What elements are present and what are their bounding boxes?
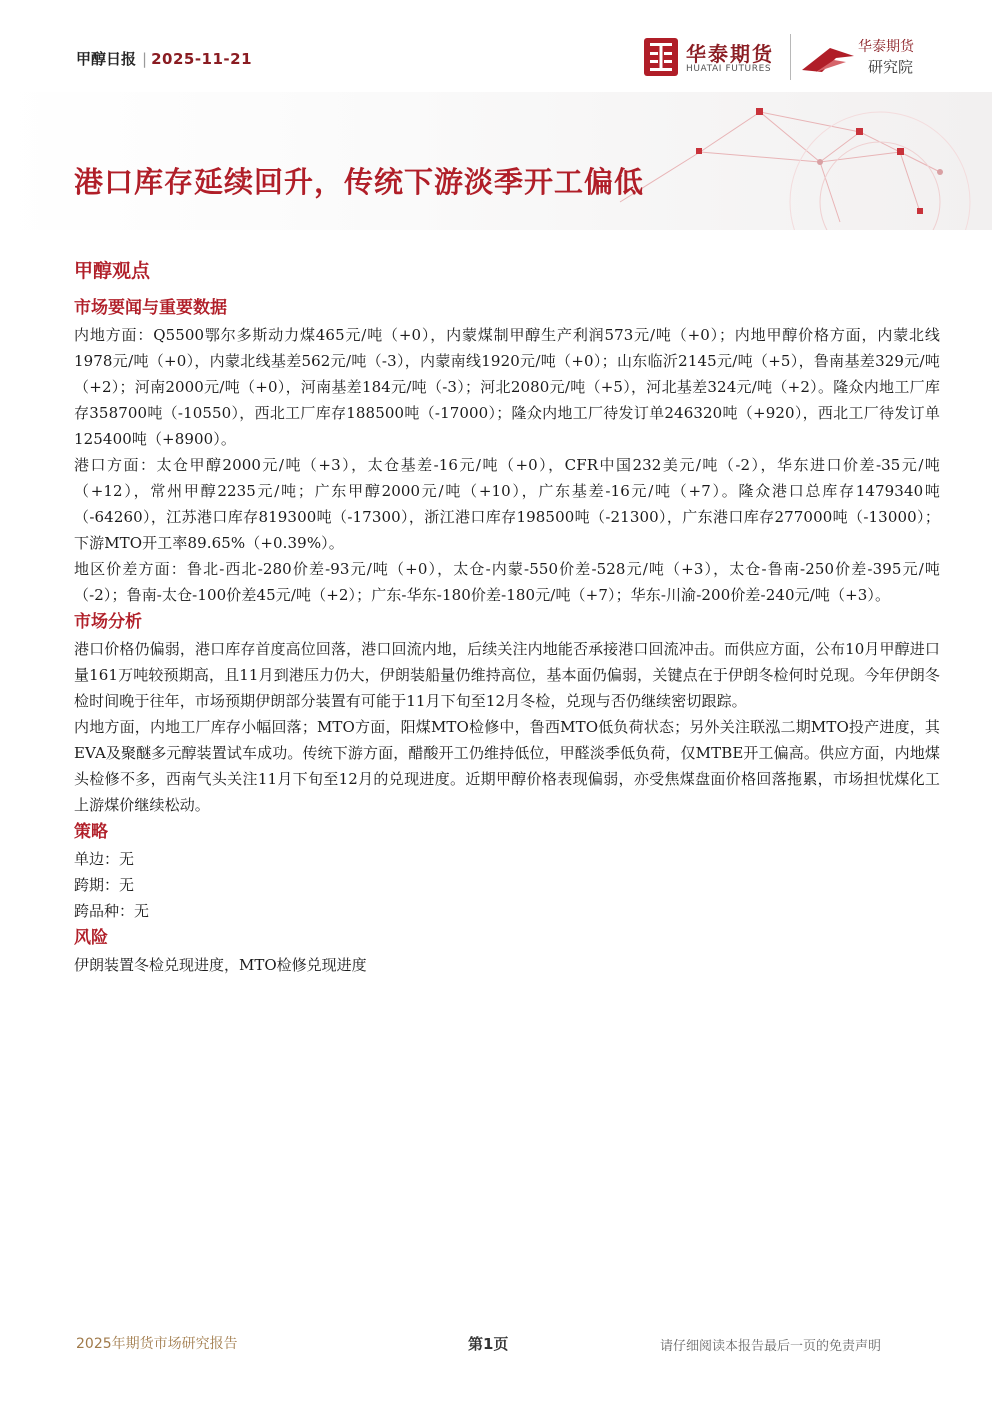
report-title: 港口库存延续回升，传统下游淡季开工偏低 [74,165,645,199]
spread-paragraph: 地区价差方面：鲁北-西北-280价差-93元/吨（+0），太仓-内蒙-550价差-528元/吨（+3），太仓-鲁南-250价差-395元/吨（-2）；鲁南-太仓-100价差45元/吨（+2）；广东-华东-180价差-180元/吨（+7）；华东-川渝-200价差-240元/吨（+3）。 [74,560,940,604]
institute-logo-icon [800,42,856,74]
logo-company-en: HUATAI FUTURES [686,64,772,74]
report-name: 甲醇日报 [76,50,137,68]
logo-divider [790,34,791,80]
company-logo [640,34,930,84]
analysis-paragraph-2: 内地方面，内地工厂库存小幅回落；MTO方面，阳煤MTO检修中，鲁西MTO低负荷状态；另外关注联泓二期MTO投产进度，其EVA及聚醚多元醇装置试车成功。传统下游方面，醋酸开工仍维持低位，甲醛淡季低负荷，仅MTBE开工偏高。供应方面，内地煤头检修不多，西南气头关注11月下旬至12月的兑现进度。近期甲醇价格表现偏弱，亦受焦煤盘面价格回落拖累，市场担忧煤化工上游煤价继续松动。 [74,718,940,814]
strategy-heading: 策略 [74,822,108,842]
footer-disclaimer: 请仔细阅读本报告最后一页的免责声明 [660,1339,882,1354]
view-heading: 甲醇观点 [74,260,151,282]
report-date: 2025-11-21 [151,50,253,68]
page-number: 第1页 [468,1335,509,1353]
strategy-cross: 跨品种：无 [74,902,150,920]
logo-company-cn: 华泰期货 [686,42,774,66]
report-header [76,48,252,69]
analysis-heading: 市场分析 [74,612,142,632]
analysis-paragraph-1: 港口价格仍偏弱，港口库存首度高位回落，港口回流内地，后续关注内地能否承接港口回流冲击。而供应方面，公布10月甲醇进口量161万吨较预期高，且11月到港压力仍大，伊朗装船量仍维持高位，基本面仍偏弱，关键点在于伊朗冬检何时兑现。今年伊朗冬检时间晚于往年，市场预期伊朗部分装置有可能于11月下旬至12月冬检，兑现与否仍继续密切跟踪。 [74,640,940,710]
footer-report-label: 2025年期货市场研究报告 [76,1336,238,1352]
report-body [74,256,940,978]
institute-name-line1: 华泰期货 [858,39,914,55]
risk-text: 伊朗装置冬检兑现进度，MTO检修兑现进度 [74,956,367,974]
strategy-single: 单边：无 [74,850,135,868]
risk-heading: 风险 [74,928,108,948]
port-paragraph: 港口方面：太仓甲醇2000元/吨（+3），太仓基差-16元/吨（+0），CFR中国232美元/吨（-2），华东进口价差-35元/吨（+12），常州甲醇2235元/吨；广东甲醇2000元/吨（+10），广东基差-16元/吨（+7）。隆众港口总库存1479340吨（-64260），江苏港口库存819300吨（-17300），浙江港口库存198500吨（-21300），广东港口库存277000吨（-13000）；下游MTO开工率89.65%（+0.39%）。 [74,456,940,552]
market-news-heading: 市场要闻与重要数据 [74,298,227,318]
institute-name-line2: 研究院 [868,58,914,76]
header-separator: | [142,50,148,68]
inland-paragraph: 内地方面：Q5500鄂尔多斯动力煤465元/吨（+0），内蒙煤制甲醇生产利润573元/吨（+0）；内地甲醇价格方面，内蒙北线1978元/吨（+0），内蒙北线基差562元/吨（-3），内蒙南线1920元/吨（+0）；山东临沂2145元/吨（+5），鲁南基差329元/吨（+2）；河南2000元/吨（+0），河南基差184元/吨（-3）；河北2080元/吨（+5），河北基差324元/吨（+2）。隆众内地工厂库存358700吨（-10550），西北工厂库存188500吨（-17000）；隆众内地工厂待发订单246320吨（+920），西北工厂待发订单125400吨（+8900）。 [74,326,940,448]
strategy-calendar: 跨期：无 [74,876,135,894]
huatai-logo-icon [644,38,678,76]
